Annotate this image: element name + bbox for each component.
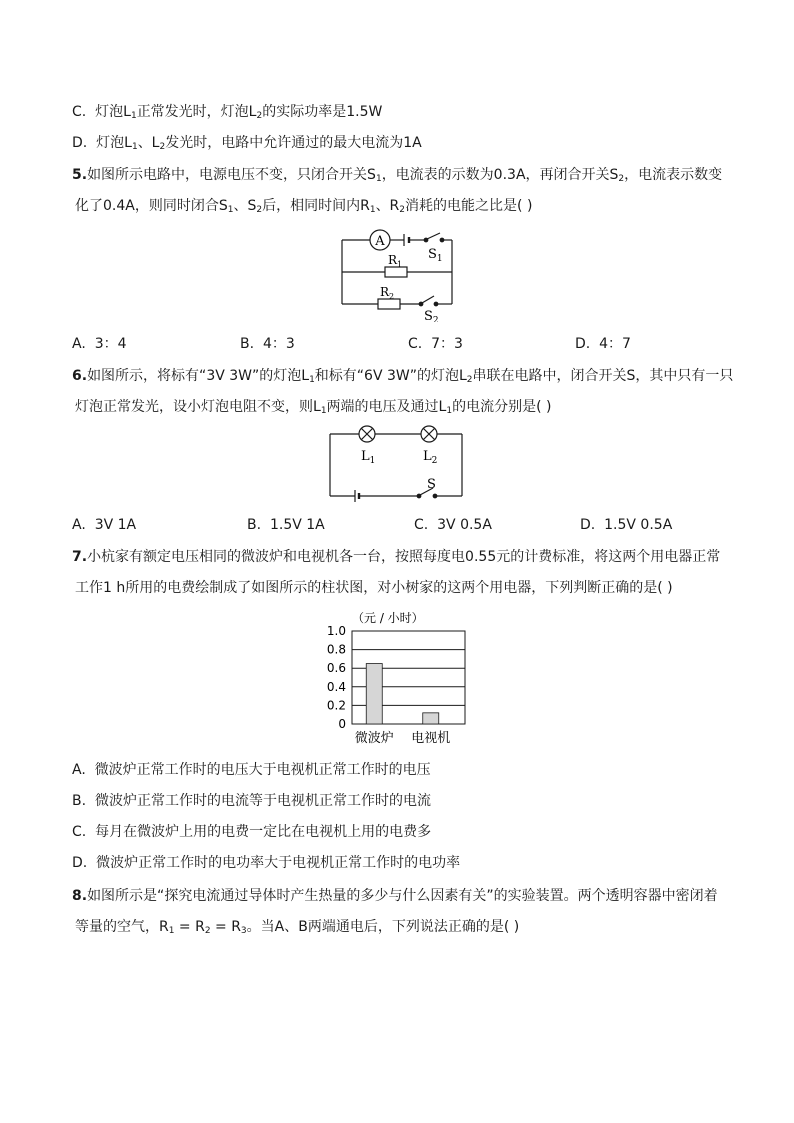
chart-y-tick-label: 0 (338, 717, 346, 731)
r1-label: $R_1$ (388, 253, 403, 269)
chart-y-tick-label: 0.4 (326, 679, 346, 694)
l1-label: $L_1$ (361, 449, 376, 466)
q5-option-d: D. 4：7 (575, 336, 631, 352)
q4-option-d: D. 灯泡$L_1$、$L_2$发光时，电路中允许通过的最大电流为1A (72, 135, 422, 152)
chart-y-tick-label: 1.0 (326, 624, 346, 638)
q5-option-a: A. 3：4 (72, 336, 127, 352)
resistor-r1 (385, 267, 407, 277)
l2-label: $L_2$ (423, 449, 438, 466)
q7-option-d: D. 微波炉正常工作时的电功率大于电视机正常工作时的电功率 (72, 855, 461, 871)
chart-category-label: 微波炉 (354, 731, 394, 746)
q7-option-a: A. 微波炉正常工作时的电压大于电视机正常工作时的电压 (72, 762, 431, 778)
s-label: S (427, 477, 436, 492)
ammeter-label: A (375, 234, 385, 249)
chart-bar (423, 713, 439, 724)
q6-option-c: C. 3V 0.5A (414, 517, 492, 533)
q6-option-d: D. 1.5V 0.5A (580, 517, 673, 533)
chart-bar (366, 664, 382, 724)
q5-stem-line1: 5.如图所示电路中，电源电压不变，只闭合开关$S_1$，电流表的示数为0.3A，再闭合开关$S_2$，电流表示数变 (72, 167, 723, 184)
q7-bar-chart (312, 606, 482, 748)
q4-option-c: C. 灯泡$L_1$正常发光时，灯泡$L_2$的实际功率是1.5W (72, 104, 383, 121)
q6-option-b: B. 1.5V 1A (247, 517, 325, 533)
switch-s1-blade (427, 233, 440, 239)
r2-label: $R_2$ (380, 285, 395, 301)
s1-label: $S_1$ (428, 247, 443, 264)
chart-y-axis-label: （元 / 小时） (352, 611, 424, 625)
q6-circuit-diagram (322, 422, 472, 504)
chart-category-label: 电视机 (411, 731, 451, 746)
q8-stem-line1: 8.如图所示是“探究电流通过导体时产生热量的多少与什么因素有关”的实验装置。两个透明容器中密闭着 (72, 888, 718, 904)
switch-s2-blade (422, 296, 434, 303)
q5-stem-line2: 化了0.4A，则同时闭合$S_1$、$S_2$后，相同时间内$R_1$、$R_2$消耗的电能之比是( ) (75, 198, 533, 215)
q7-stem-line1: 7.小杭家有额定电压相同的微波炉和电视机各一台，按照每度电0.55元的计费标准，将这两个用电器正常 (72, 549, 721, 565)
q6-stem-line1: 6.如图所示，将标有“3V 3W”的灯泡$L_1$和标有“6V 3W”的灯泡$L_2$串联在电路中，闭合开关S，其中只有一只 (72, 368, 734, 385)
q6-stem-line2: 灯泡正常发光，设小灯泡电阻不变，则$L_1$两端的电压及通过$L_1$的电流分别是( ) (75, 399, 552, 416)
q8-stem-line2: 等量的空气，$R_1 = R_2 = R_3$。当A、B两端通电后，下列说法正确的是( ) (75, 919, 520, 936)
q5-circuit-diagram (330, 222, 470, 322)
q5-option-c: C. 7：3 (408, 336, 463, 352)
q7-option-b: B. 微波炉正常工作时的电流等于电视机正常工作时的电流 (72, 793, 431, 809)
q7-stem-line2: 工作1 h所用的电费绘制成了如图所示的柱状图，对小树家的这两个用电器，下列判断正确的是( ) (75, 580, 673, 596)
chart-y-tick-label: 0.2 (326, 698, 346, 713)
chart-y-tick-label: 0.8 (326, 642, 346, 657)
chart-y-tick-label: 0.6 (326, 661, 346, 676)
q5-option-b: B. 4：3 (240, 336, 295, 352)
q7-option-c: C. 每月在微波炉上用的电费一定比在电视机上用的电费多 (72, 824, 432, 840)
s2-label: $S_2$ (424, 309, 439, 322)
q6-option-a: A. 3V 1A (72, 517, 137, 533)
